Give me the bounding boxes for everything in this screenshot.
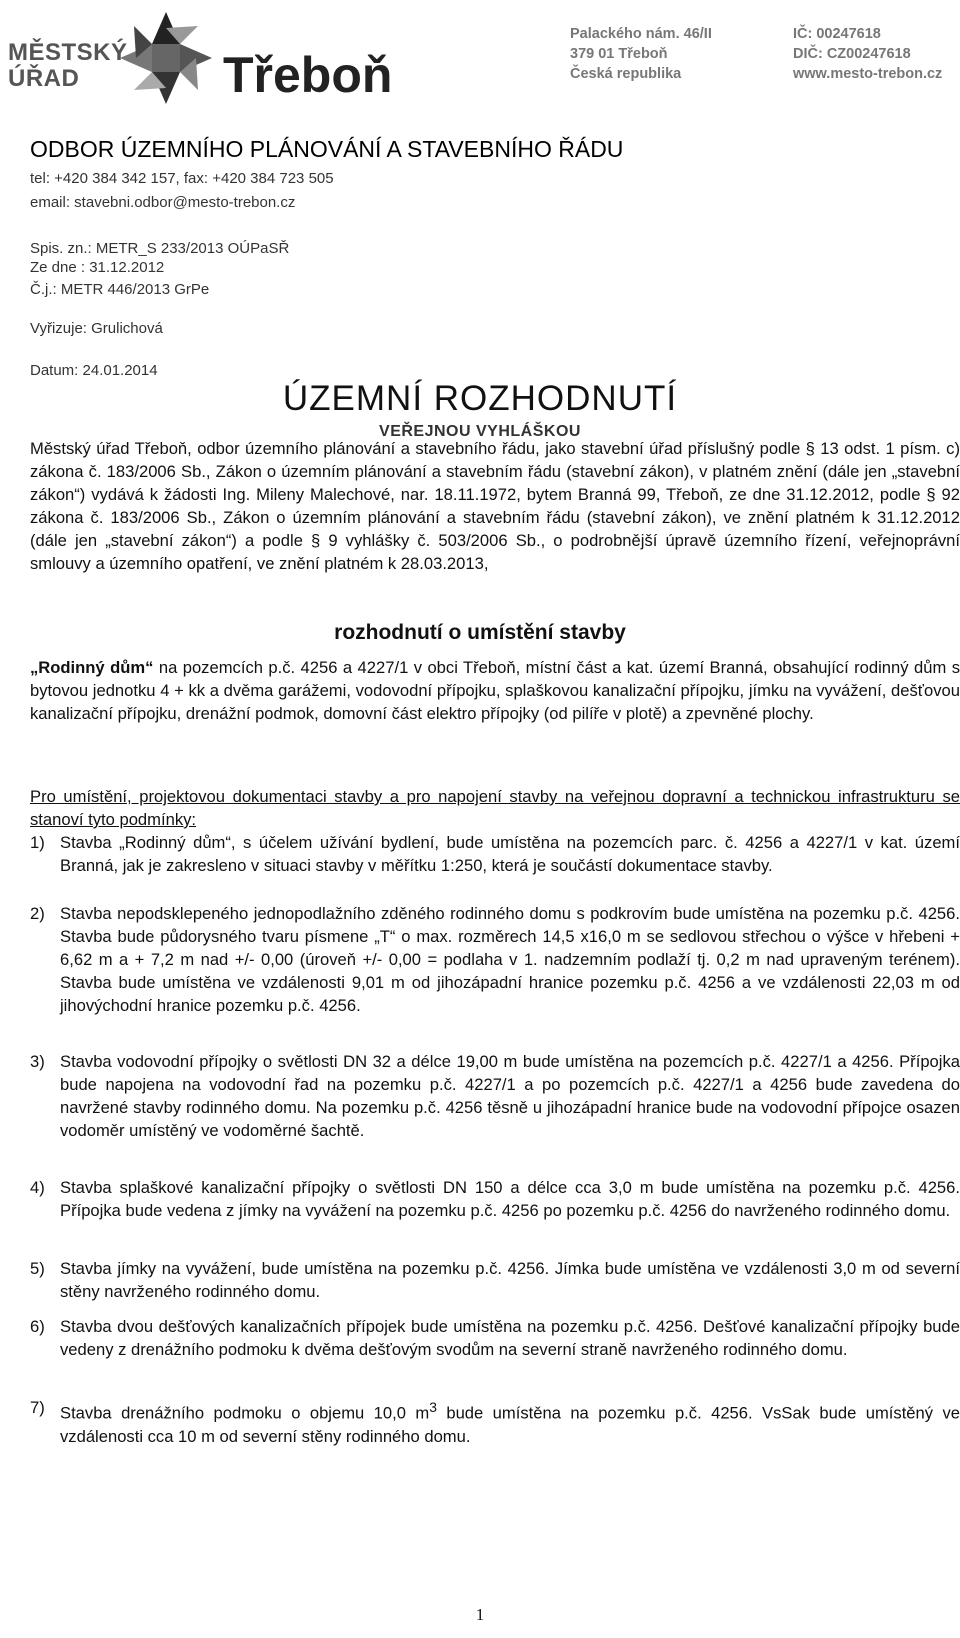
document-date: Datum: 24.01.2014 (30, 362, 158, 379)
condition-text: Stavba vodovodní přípojky o světlosti DN 32 a délce 19,00 m bude umístěna na pozemcích p.č. 4227/1 a 4256. Přípojka bude napojena na vodovodní řad na pozemku p.č. 4227/1 a po pozemcích p.č. 4227/1 a 4256 bude zavedena do navržené stavby rodinného domu. Na pozemku p.č. 4256 těsně u jihozápadní hranice bude na vodovodní přípojce osazen vodoměr umístěný ve vodoměrné šachtě. (60, 1052, 960, 1140)
page-number: 1 (475, 1605, 485, 1624)
office-email: email: stavebni.odbor@mesto-trebon.cz (30, 194, 296, 211)
condition-text: Stavba nepodsklepeného jednopodlažního zděného rodinného domu s podkrovím bude umístěna na pozemku p.č. 4256. Stavba bude půdorysného tvaru písmene „T“ o max. rozměrech 14,5 x16,0 m se sedlovou střechou o výšce v hřebeni + 6,62 m a + 7,2 m nad +/- 0,00 (úroveň +/- 0,00 = podlaha v 1. nadzemním podlaží tj. 0,2 m nad upraveným terénem). Stavba bude umístěna ve vzdálenosti 9,01 m od jihozápadní hranice pozemku p.č. 4256 a ve vzdálenosti 22,03 m od jihovýchodní hranice pozemku p.č. 4256. (60, 904, 960, 1015)
condition-number: 4) (30, 1178, 45, 1197)
condition-item (30, 902, 960, 1017)
decision-heading: rozhodnutí o umístění stavby (334, 621, 626, 644)
condition-number: 2) (30, 904, 45, 923)
condition-item (30, 1257, 960, 1303)
condition-item (30, 831, 960, 877)
logo-line-2: ÚŘAD (8, 65, 80, 92)
logo-line-1: MĚSTSKÝ (8, 39, 128, 66)
condition-text: Stavba dvou dešťových kanalizačních přípojek bude umístěna na pozemku p.č. 4256. Dešťové kanalizační přípojky bude vedeny z drenážního podmoku k dvěma dešťovým svodům na severní straně navrženého rodinného domu. (60, 1317, 960, 1359)
dic-line: DIČ: CZ00247618 (793, 46, 911, 62)
building-paragraph (30, 656, 960, 725)
address-line: 379 01 Třeboň (570, 46, 668, 62)
condition-item (30, 1396, 960, 1448)
condition-text: Stavba jímky na vyvážení, bude umístěna na pozemku p.č. 4256. Jímka bude umístěna ve vzdálenosti 3,0 m od severní stěny navrženého rodinného domu. (60, 1259, 960, 1301)
condition-text (60, 1396, 960, 1448)
file-reference: Spis. zn.: METR_S 233/2013 OÚPaSŘ (30, 240, 290, 257)
office-title: ODBOR ÚZEMNÍHO PLÁNOVÁNÍ A STAVEBNÍHO ŘÁDU (30, 136, 624, 162)
office-identifiers (793, 24, 942, 84)
logo-town-name: Třeboň (223, 47, 393, 103)
condition-number: 7) (30, 1398, 45, 1417)
volume-unit-superscript: 3 (429, 1399, 437, 1415)
decision-title: ÚZEMNÍ ROZHODNUTÍ (282, 379, 678, 418)
address-line: Česká republika (570, 66, 682, 82)
town-emblem-icon (116, 8, 216, 108)
address-line: Palackého nám. 46/II (570, 26, 712, 42)
intro-text: Městský úřad Třeboň, odbor územního plánování a stavebního řádu, jako stavební úřad příslušný podle § 13 odst. 1 písm. c) zákona č. 183/2006 Sb., Zákon o územním plánování a stavebním řádu (stavební zákon), v platném znění (dále jen „stavební zákon“) vydává k žádosti Ing. Mileny Malechové, nar. 18.11.1972, bytem Branná 99, Třeboň, ze dne 31.12.2012, podle § 92 zákona č. 183/2006 Sb., Zákon o územním plánování a stavebním řádu (stavební zákon), ve znění platném k 31.12.2012 (dále jen „stavební zákon“) a podle § 9 vyhlášky č. 503/2006 Sb., o podrobnější úpravě územního řízení, veřejnoprávní smlouvy a územního opatření, ve znění platném k 28.03.2013, (30, 439, 960, 573)
condition-text: Stavba „Rodinný dům“, s účelem užívání bydlení, bude umístěna na pozemcích parc. č. 4256 a 4227/1 v kat. území Branná, jak je zakresleno v situaci stavby v měřítku 1:250, která je součástí dokumentace stavby. (60, 833, 960, 875)
condition-number: 3) (30, 1052, 45, 1071)
condition-item (30, 1315, 960, 1361)
building-name: „Rodinný dům“ (30, 658, 154, 677)
condition-text-part: Stavba drenážního podmoku o objemu 10,0 m (60, 1403, 430, 1423)
letterhead-logo (8, 8, 393, 113)
website-line: www.mesto-trebon.cz (793, 66, 943, 82)
intro-paragraph (30, 437, 960, 575)
decision-subtitle: VEŘEJNOU VYHLÁŠKOU (379, 423, 581, 440)
condition-number: 6) (30, 1317, 45, 1336)
condition-text-part: bude umístěna na pozemku p.č. 4256. VsSak bude umístěný ve vzdálenosti cca 10 m od severní stěny rodinného domu. (60, 1403, 960, 1446)
office-phone: tel: +420 384 342 157, fax: +420 384 723 505 (30, 170, 334, 187)
logo-office-label (8, 40, 128, 92)
conditions-heading: Pro umístění, projektovou dokumentaci stavby a pro napojení stavby na veřejnou dopravní a technickou infrastrukturu se stanoví tyto podmínky: (30, 787, 960, 829)
condition-text: Stavba splaškové kanalizační přípojky o světlosti DN 150 a délce cca 3,0 m bude umístěna na pozemku p.č. 4256. Přípojka bude vedena z jímky na vyvážení na pozemku p.č. 4256 po pozemku p.č. 4256 do navrženého rodinného domu. (60, 1178, 960, 1220)
request-date: Ze dne : 31.12.2012 (30, 259, 165, 276)
office-address (570, 24, 712, 84)
handled-by: Vyřizuje: Grulichová (30, 320, 163, 337)
reference-number: Č.j.: METR 446/2013 GrPe (30, 281, 210, 298)
building-description: na pozemcích p.č. 4256 a 4227/1 v obci Třeboň, místní část a kat. území Branná, obsahující rodinný dům s bytovou jednotku 4 + kk a dvěma garážemi, vodovodní přípojku, splaškovou kanalizační přípojku, jímku na vyvážení, dešťovou kanalizační přípojku, drenážní podmok, domovní část elektro přípojky (od pilíře v plotě) a zpevněné plochy. (30, 658, 960, 723)
ico-line: IČ: 00247618 (793, 26, 881, 42)
condition-number: 1) (30, 833, 45, 852)
condition-item (30, 1050, 960, 1142)
condition-item (30, 1176, 960, 1222)
condition-number: 5) (30, 1259, 45, 1278)
